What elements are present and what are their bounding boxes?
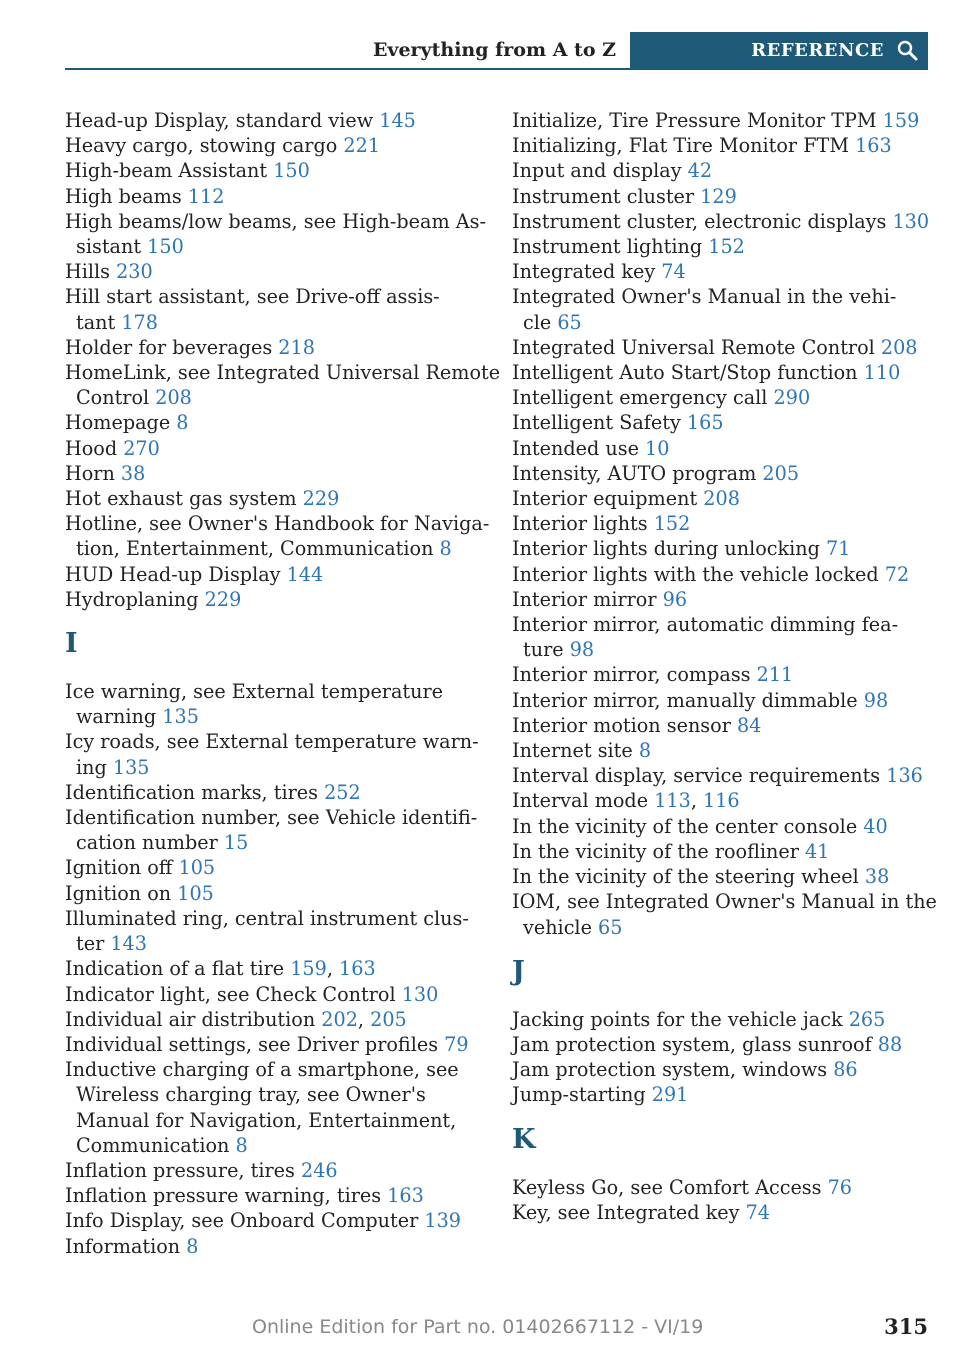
entry-term-continued: sistant — [76, 235, 148, 259]
page-reference-link[interactable]: 165 — [686, 411, 724, 435]
entry-term: Interior equipment — [512, 487, 704, 511]
entry-term: Keyless Go, see Comfort Access — [512, 1175, 828, 1199]
index-entry — [65, 982, 485, 1007]
index-entry — [512, 688, 932, 713]
index-entry — [512, 662, 932, 687]
entry-term: Interval display, service requirements — [512, 764, 887, 788]
index-entry — [65, 587, 485, 612]
entry-term: HomeLink, see Integrated Universal Remote — [65, 361, 501, 385]
index-entry — [512, 763, 932, 788]
page-reference-link[interactable]: 265 — [848, 1007, 886, 1031]
entry-term: Internet site — [512, 739, 639, 763]
entry-term: Inflation pressure, tires — [65, 1158, 301, 1182]
entry-term: Illuminated ring, central instrument clus- — [65, 906, 469, 930]
page-reference-link[interactable]: 79 — [444, 1032, 469, 1056]
index-entry — [65, 906, 485, 956]
page-reference-link[interactable]: 144 — [286, 562, 324, 586]
page-reference-link[interactable]: 159 — [882, 109, 920, 132]
entry-term: Interior mirror, compass — [512, 663, 757, 687]
index-entry — [65, 780, 485, 805]
index-entry — [65, 284, 485, 334]
page-reference-link[interactable]: 105 — [178, 856, 216, 880]
entry-term: Interior motion sensor — [512, 713, 737, 737]
entry-term: Integrated key — [512, 260, 662, 284]
index-entry — [65, 805, 485, 855]
page-reference-link[interactable]: 41 — [805, 839, 830, 863]
page-reference-link[interactable]: 208 — [880, 335, 918, 359]
page-reference-link[interactable]: 290 — [773, 386, 811, 410]
entry-term-continued: ture — [523, 638, 570, 662]
index-entry — [512, 864, 932, 889]
index-entry — [65, 360, 501, 410]
entry-term: Interior mirror, automatic dimming fea- — [512, 613, 899, 637]
entry-term: High beams — [65, 184, 188, 208]
entry-term: Info Display, see Onboard Computer — [65, 1209, 425, 1233]
index-entry — [65, 729, 485, 779]
index-entry — [512, 889, 937, 939]
page-reference-link[interactable]: 202 — [321, 1007, 358, 1031]
entry-term-continued: warning — [76, 705, 163, 729]
index-letter-heading: I — [65, 628, 78, 660]
page-reference-link[interactable]: 10 — [645, 436, 670, 460]
index-entry — [512, 738, 932, 763]
page-reference-link[interactable]: 205 — [370, 1007, 407, 1031]
index-entry — [512, 385, 932, 410]
page-reference-link[interactable]: 252 — [324, 780, 361, 804]
page-reference-link[interactable]: 110 — [863, 361, 901, 385]
index-entry — [65, 184, 485, 209]
page-reference-link[interactable]: 8 — [235, 1133, 248, 1157]
index-entry — [65, 881, 485, 906]
entry-term: Instrument cluster — [512, 184, 701, 208]
page-number: 315 — [884, 1314, 928, 1339]
entry-term: Horn — [65, 461, 121, 485]
page-reference-link[interactable]: 8 — [186, 1234, 199, 1258]
page-reference-link[interactable]: 15 — [223, 831, 249, 855]
index-entry — [512, 1082, 932, 1107]
entry-term-continued: tant — [76, 310, 122, 334]
index-entry — [512, 1007, 932, 1032]
entry-term-continued: Wireless charging tray, see Owner's — [76, 1083, 426, 1107]
entry-term: Jam protection system, glass sunroof — [512, 1032, 878, 1056]
index-letter-heading: K — [512, 1123, 536, 1155]
entry-term: Jacking points for the vehicle jack — [512, 1007, 849, 1031]
entry-term-continued: ter — [76, 932, 111, 956]
page-reference-link[interactable]: 208 — [703, 487, 740, 511]
page-reference-link[interactable]: 88 — [877, 1032, 903, 1056]
index-entry — [65, 436, 485, 461]
index-entry — [65, 1057, 485, 1158]
entry-term: Indication of a flat tire — [65, 957, 291, 981]
entry-term: In the vicinity of the roofliner — [512, 839, 806, 863]
page-reference-link[interactable]: 159 — [290, 957, 327, 981]
page-reference-link[interactable]: 65 — [557, 310, 582, 334]
edition-note: Online Edition for Part no. 01402667112 - VI/19 — [252, 1316, 704, 1338]
entry-term: Heavy cargo, stowing cargo — [65, 134, 344, 158]
entry-term: Identification number, see Vehicle identifi- — [65, 806, 478, 830]
page-reference-link[interactable]: 145 — [379, 109, 416, 132]
index-entry — [65, 1032, 485, 1057]
index-entry — [65, 511, 490, 561]
index-entry — [512, 410, 932, 435]
entry-term: High beams/low beams, see High-beam As- — [65, 209, 486, 233]
index-entry — [65, 486, 485, 511]
entry-term-continued: Communication — [76, 1133, 236, 1157]
index-entry — [512, 158, 932, 183]
page-reference-link[interactable]: 8 — [439, 537, 452, 561]
index-entry — [65, 1158, 485, 1183]
entry-term: Intelligent Auto Start/Stop function — [512, 361, 864, 385]
page-reference-link[interactable]: 143 — [110, 932, 147, 956]
entry-term-continued: Control — [76, 386, 156, 410]
entry-term: Hotline, see Owner's Handbook for Naviga- — [65, 512, 490, 536]
index-entry — [512, 133, 932, 158]
index-entry — [512, 511, 932, 536]
entry-term: Hill start assistant, see Drive-off assis- — [65, 285, 440, 309]
index-entry — [512, 108, 932, 133]
index-column-right — [512, 108, 937, 1225]
page-reference-link[interactable]: 130 — [401, 982, 439, 1006]
index-entry: Indication of a flat tire 159, 163 — [65, 957, 376, 981]
entry-term: Jump-starting — [512, 1083, 652, 1107]
page-reference-link[interactable]: 96 — [662, 587, 688, 611]
page-reference-link[interactable]: 84 — [736, 713, 762, 737]
reference-label: REFERENCE — [751, 39, 884, 61]
index-entry — [512, 587, 932, 612]
entry-term: Inflation pressure warning, tires — [65, 1184, 388, 1208]
page-reference-link[interactable]: 135 — [112, 755, 150, 779]
page-reference-link[interactable]: 130 — [892, 209, 930, 233]
entry-term: IOM, see Integrated Owner's Manual in the — [512, 890, 937, 914]
page-reference-link[interactable]: 221 — [343, 134, 381, 158]
index-entry — [512, 234, 932, 259]
page-reference-link[interactable]: 116 — [703, 789, 740, 813]
entry-term: Identification marks, tires — [65, 780, 325, 804]
page-reference-link[interactable]: 163 — [855, 134, 892, 158]
page-reference-link[interactable]: 136 — [886, 764, 923, 788]
index-entry — [512, 184, 932, 209]
index-entry — [65, 1183, 485, 1208]
entry-term: Integrated Owner's Manual in the vehi- — [512, 285, 897, 309]
page-header — [65, 32, 928, 70]
entry-term: Interior mirror, manually dimmable — [512, 688, 864, 712]
entry-term: Intended use — [512, 436, 646, 460]
page-reference-link[interactable]: 76 — [827, 1175, 853, 1199]
page-reference-link[interactable]: 230 — [116, 260, 153, 284]
page-reference-link[interactable]: 205 — [762, 461, 800, 485]
page-reference-link[interactable]: 98 — [863, 688, 889, 712]
index-entry — [65, 209, 485, 259]
index-entry — [65, 133, 485, 158]
entry-term: Instrument lighting — [512, 235, 709, 259]
index-entry — [65, 410, 485, 435]
index-entry — [65, 461, 485, 486]
index-entry — [512, 436, 932, 461]
entry-term-continued: cation number — [76, 831, 224, 855]
entry-term: Hydroplaning — [65, 587, 205, 611]
entry-term: Instrument cluster, electronic displays — [512, 209, 893, 233]
page-reference-link[interactable]: 98 — [569, 638, 595, 662]
page-reference-link[interactable]: 152 — [708, 235, 745, 259]
entry-term: Homepage — [65, 411, 177, 435]
index-letter-heading: J — [512, 955, 525, 987]
index-entry — [65, 679, 485, 729]
search-icon[interactable] — [896, 39, 918, 61]
entry-term: Input and display — [512, 159, 688, 183]
page-reference-link[interactable]: 86 — [833, 1058, 858, 1082]
entry-term: Information — [65, 1234, 187, 1258]
index-entry — [65, 855, 485, 880]
index-entry — [65, 1208, 485, 1233]
index-entry — [512, 284, 932, 334]
page-reference-link[interactable]: 218 — [278, 335, 315, 359]
page-reference-link[interactable]: 163 — [387, 1184, 424, 1208]
entry-term: Intensity, AUTO program — [512, 461, 763, 485]
page-reference-link[interactable]: 229 — [204, 587, 242, 611]
page-footer — [0, 1310, 960, 1350]
page-reference-link[interactable]: 72 — [884, 562, 910, 586]
entry-term: High-beam Assistant — [65, 159, 274, 183]
entry-term: Holder for beverages — [65, 335, 279, 359]
page-reference-link[interactable]: 8 — [176, 411, 189, 435]
index-entry — [512, 713, 932, 738]
entry-term: In the vicinity of the steering wheel — [512, 865, 865, 889]
index-column-left — [65, 108, 501, 1259]
index-entry — [512, 1032, 932, 1057]
entry-term: Ignition off — [65, 856, 179, 880]
entry-term: Individual settings, see Driver profiles — [65, 1032, 445, 1056]
entry-term: Ice warning, see External temperature — [65, 680, 444, 704]
entry-term: Interval mode — [512, 789, 655, 813]
entry-term: Interior lights during unlocking — [512, 537, 827, 561]
page-reference-link[interactable]: 270 — [123, 436, 160, 460]
entry-term: Ignition on — [65, 881, 178, 905]
index-entry — [65, 335, 485, 360]
page-reference-link[interactable]: 74 — [661, 260, 686, 284]
index-entry — [512, 209, 932, 234]
page-reference-link[interactable]: 71 — [826, 537, 851, 561]
entry-term: Intelligent emergency call — [512, 386, 774, 410]
entry-term: In the vicinity of the center console — [512, 814, 864, 838]
entry-term: Interior mirror — [512, 587, 663, 611]
index-entry — [65, 158, 485, 183]
entry-term: Head-up Display, standard view — [65, 109, 380, 132]
entry-term-continued: Manual for Navigation, Entertainment, — [76, 1108, 457, 1132]
page-reference-link[interactable]: 178 — [121, 310, 158, 334]
page-reference-link[interactable]: 38 — [120, 461, 146, 485]
page-reference-link[interactable]: 163 — [339, 957, 376, 981]
index-entry — [512, 461, 932, 486]
page-reference-link[interactable]: 40 — [863, 814, 888, 838]
index-entry: Interval mode 113, 116 — [512, 789, 740, 813]
index-entry: Individual air distribution 202, 205 — [65, 1007, 407, 1031]
index-entry — [512, 259, 932, 284]
entry-term: Intelligent Safety — [512, 411, 687, 435]
entry-term-continued: tion, Entertainment, Communication — [76, 537, 440, 561]
index-entry — [65, 1234, 485, 1259]
page-reference-link[interactable]: 229 — [302, 487, 340, 511]
index-entry — [512, 612, 932, 662]
entry-term: Icy roads, see External temperature warn- — [65, 730, 479, 754]
section-title: Everything from A to Z — [372, 39, 616, 61]
entry-term: Interior lights — [512, 512, 654, 536]
entry-term-continued: ing — [76, 755, 113, 779]
index-entry — [512, 486, 932, 511]
index-entry — [65, 259, 485, 284]
page-reference-link[interactable]: 42 — [687, 159, 713, 183]
page-reference-link[interactable]: 113 — [654, 789, 691, 813]
page-reference-link[interactable]: 211 — [756, 663, 794, 687]
page-reference-link[interactable]: 291 — [651, 1083, 689, 1107]
index-entry — [65, 562, 485, 587]
page-reference-link[interactable]: 139 — [424, 1209, 462, 1233]
entry-term-continued: cle — [523, 310, 558, 334]
index-entry — [512, 536, 932, 561]
entry-term: HUD Head-up Display — [65, 562, 287, 586]
entry-term-continued: vehicle — [523, 915, 599, 939]
page-reference-link[interactable]: 112 — [187, 184, 225, 208]
entry-term: Initialize, Tire Pressure Monitor TPM — [512, 109, 883, 132]
index-entry — [512, 562, 932, 587]
page-reference-link[interactable]: 150 — [147, 235, 184, 259]
entry-term: Inductive charging of a smartphone, see — [65, 1058, 459, 1082]
index-entry — [512, 839, 932, 864]
index-entry — [512, 1057, 932, 1082]
index-entry — [512, 360, 932, 385]
page-reference-link[interactable]: 129 — [700, 184, 737, 208]
index-entry — [512, 1200, 932, 1225]
page-reference-link[interactable]: 38 — [864, 865, 890, 889]
page-reference-link[interactable]: 135 — [162, 705, 199, 729]
index-entry — [65, 108, 485, 133]
entry-term: Hood — [65, 436, 124, 460]
entry-term: Integrated Universal Remote Control — [512, 335, 881, 359]
index-entry — [512, 814, 932, 839]
index-entry — [512, 335, 932, 360]
page-reference-link[interactable]: 74 — [745, 1200, 771, 1224]
page-reference-link[interactable]: 246 — [300, 1158, 338, 1182]
entry-term: Individual air distribution — [65, 1007, 322, 1031]
entry-term: Hills — [65, 260, 117, 284]
reference-tab[interactable] — [630, 32, 928, 68]
index-entry — [512, 1175, 932, 1200]
entry-term: Key, see Integrated key — [512, 1200, 746, 1224]
entry-term: Hot exhaust gas system — [65, 487, 303, 511]
page-reference-link[interactable]: 152 — [653, 512, 691, 536]
page-reference-link[interactable]: 105 — [177, 881, 214, 905]
page-reference-link[interactable]: 150 — [273, 159, 310, 183]
page-reference-link[interactable]: 65 — [598, 915, 623, 939]
entry-term: Jam protection system, windows — [512, 1058, 834, 1082]
page-reference-link[interactable]: 8 — [638, 739, 652, 763]
entry-term: Interior lights with the vehicle locked — [512, 562, 885, 586]
page-reference-link[interactable]: 208 — [155, 386, 192, 410]
entry-term: Indicator light, see Check Control — [65, 982, 402, 1006]
entry-term: Initializing, Flat Tire Monitor FTM — [512, 134, 856, 158]
